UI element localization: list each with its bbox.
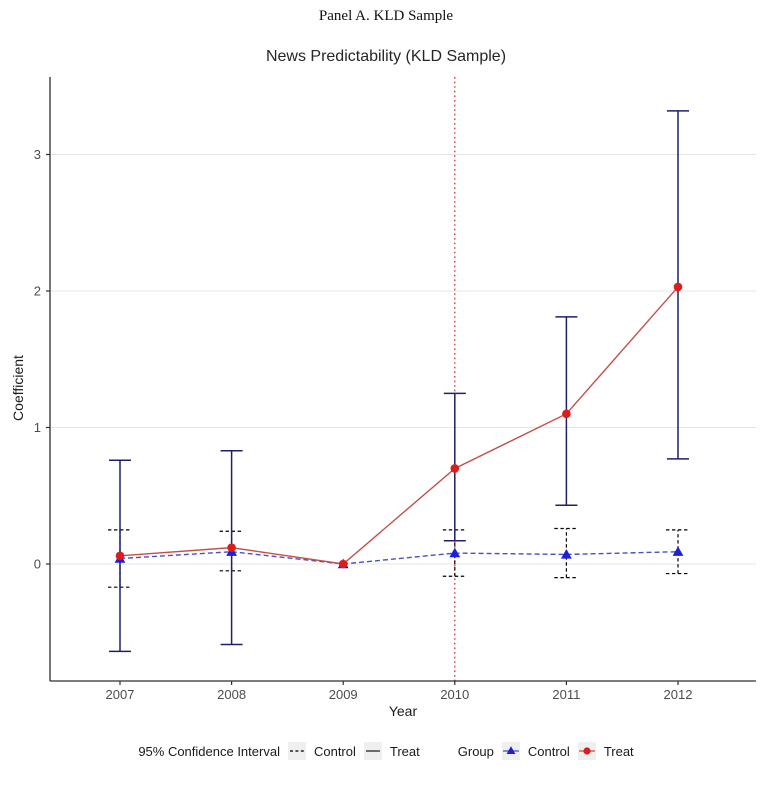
y-tick-label: 1 (33, 420, 41, 435)
legend-ci-title: 95% Confidence Interval (138, 743, 280, 759)
blue-triangle-marker-icon (502, 742, 520, 760)
series-line-treat (120, 287, 678, 564)
dashed-line-icon (288, 742, 306, 760)
x-tick-label: 2011 (552, 687, 581, 702)
panel-title: Panel A. KLD Sample (318, 8, 454, 24)
series-markers-treat (116, 283, 683, 569)
x-axis-ticks (106, 681, 693, 702)
x-tick-label: 2007 (105, 687, 135, 702)
x-tick-label: 2010 (440, 687, 470, 702)
x-tick-label: 2009 (328, 687, 358, 702)
legend-ci-treat-label: Treat (389, 743, 420, 759)
legend-ci-control-label: Control (313, 743, 356, 759)
x-tick-label: 2008 (217, 687, 247, 702)
y-tick-label: 0 (33, 556, 41, 572)
ci-errorbars-treat (109, 111, 689, 652)
legend-key-group-treat (578, 742, 596, 760)
y-tick-label: 3 (33, 147, 41, 162)
legend-group-control-label: Control (527, 743, 570, 759)
red-circle-marker-icon (578, 742, 596, 760)
legend-group-treat-label: Treat (603, 743, 634, 759)
legend-group-title: Group (457, 743, 494, 759)
y-axis-ticks (34, 147, 50, 572)
axes (50, 77, 756, 681)
legend-key-ci-control (288, 742, 306, 760)
chart-title: News Predictability (KLD Sample) (265, 48, 507, 65)
x-axis-title: Year (388, 703, 418, 719)
legend-key-ci-treat (364, 742, 382, 760)
chart-legend (0, 742, 772, 760)
solid-line-icon (364, 742, 382, 760)
y-tick-label: 2 (33, 283, 41, 299)
gridlines (50, 155, 756, 565)
legend-key-group-control (502, 742, 520, 760)
x-tick-label: 2012 (663, 687, 693, 702)
y-axis-title: Coefficient (10, 355, 26, 421)
series-line-control (120, 552, 678, 564)
